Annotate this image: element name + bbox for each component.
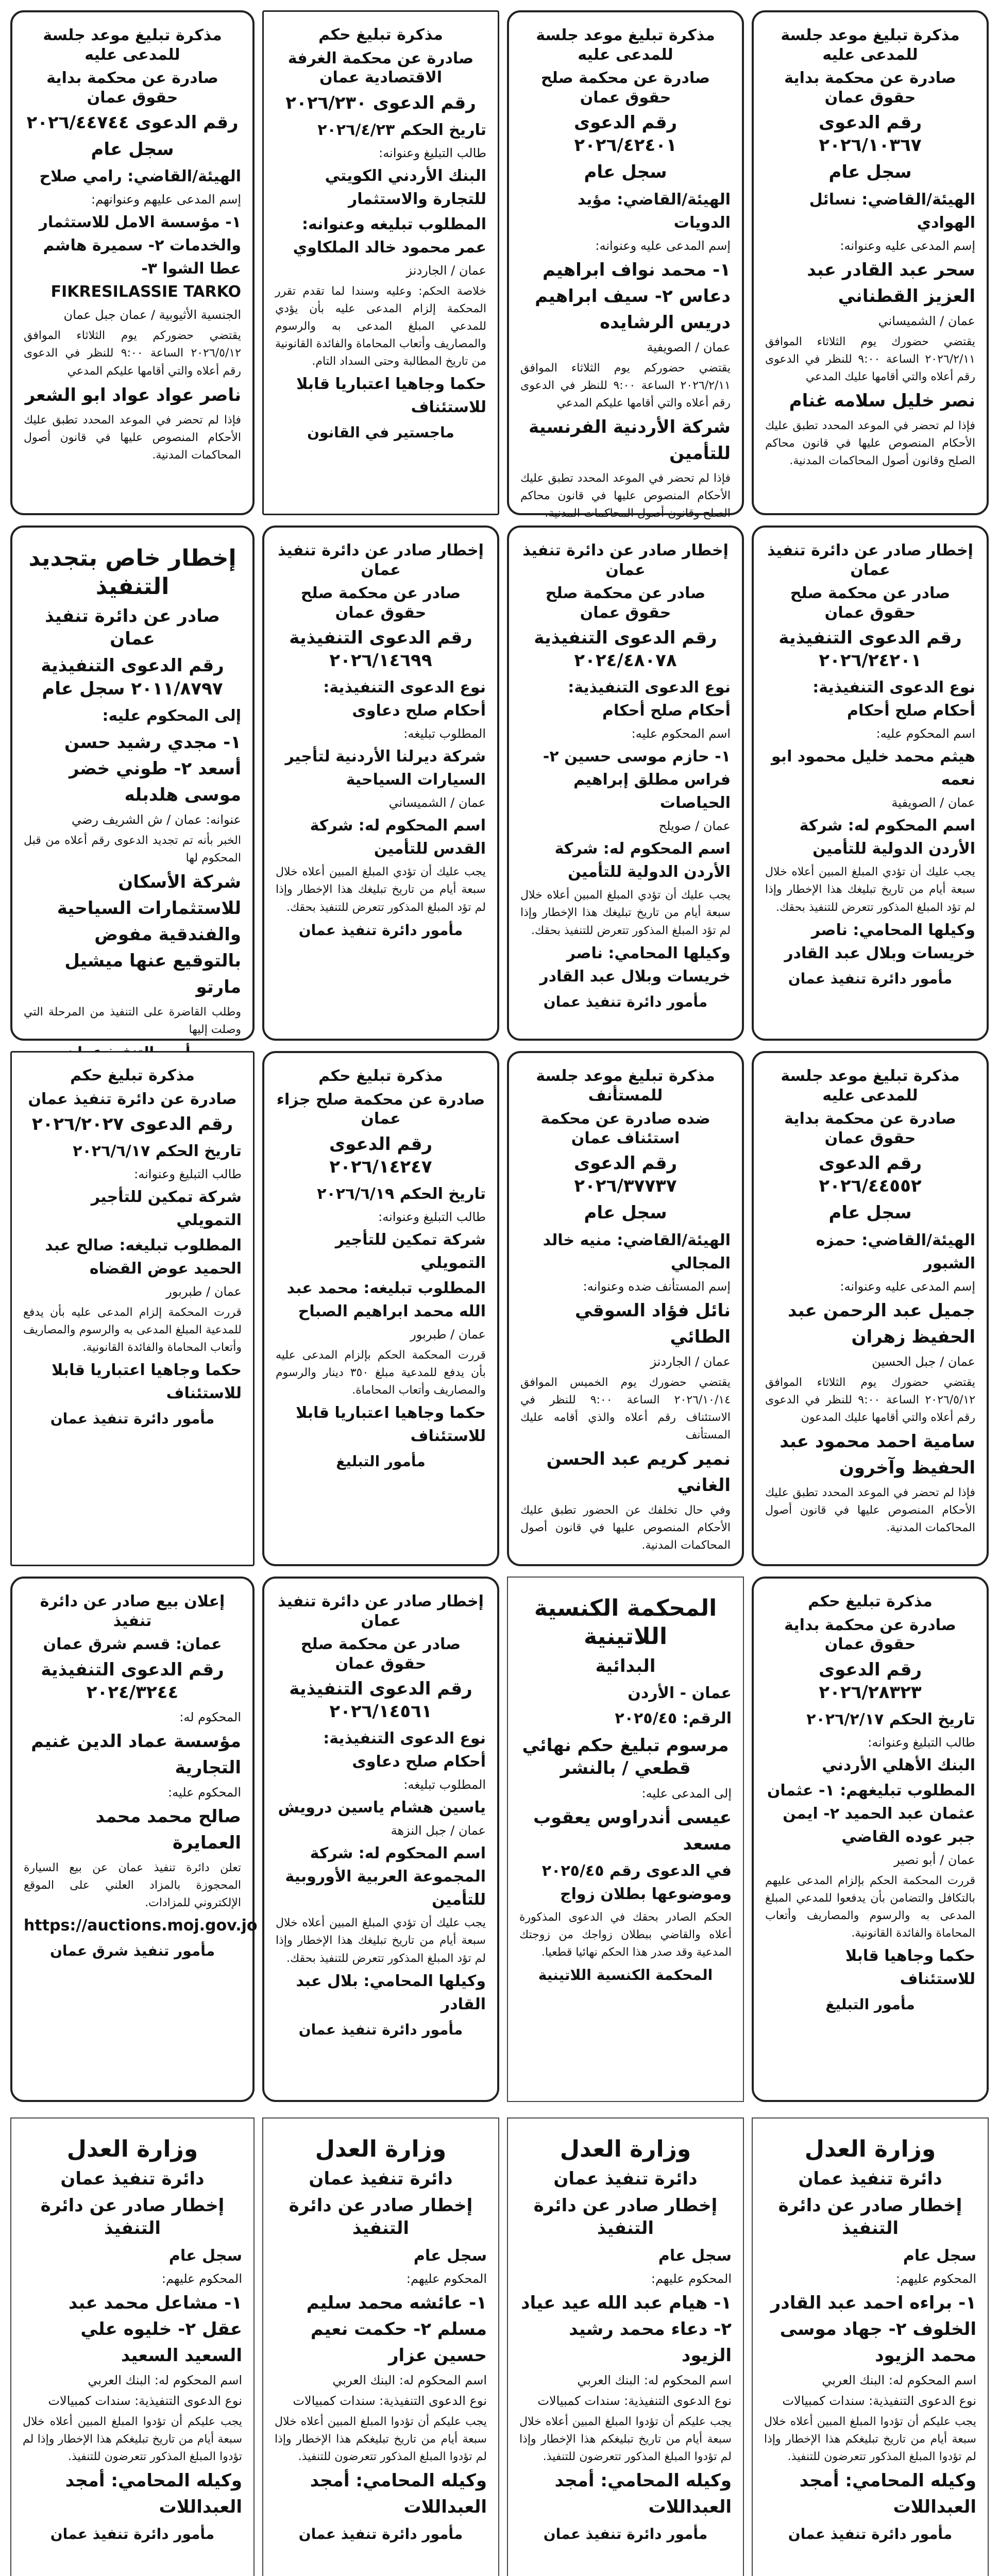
notice-address: اسم المحكوم له: شركة الأردن الدولية للتأمين [554, 840, 731, 882]
notice-party: اسم المحكوم له: البنك العربي [88, 2372, 242, 2387]
notice-party: المطلوب تبليغه: صالح عبد الحميد عوض القضاه [45, 1236, 242, 1278]
notice-panel: المحكوم عليهم: [895, 2271, 976, 2286]
notice-footer: مأمور تنفيذ شرق عمان [49, 1942, 215, 1960]
notice-text: يجب عليك أن تؤدي المبلغ المبين أعلاه خلال سبعة أيام من تاريخ تبليغك هذا الإخطار وإذا لم تؤد المبلغ المذكور تتعرض للتنفيذ بحقك. [520, 889, 731, 937]
notice-footer: مأمور دائرة تنفيذ عمان [298, 2021, 463, 2038]
notice-address: صالح محمد محمد العمايرة [95, 1806, 241, 1853]
notice-address: عمان / الصويفية [647, 340, 731, 354]
notice-plaintiff: سامية احمد محمود عبد الحفيظ وآخرون [780, 1431, 975, 1478]
notice-footer: فإذا لم تحضر في الموعد المحدد تطبق عليك الأحكام المنصوص عليها في قانون أصول المحاكمات المدنية. [765, 1486, 975, 1535]
notice-case: إخطار صادر عن دائرة التنفيذ [533, 2195, 718, 2239]
notice-reg: تاريخ الحكم ٢٠٢٦/٦/١٩ [317, 1184, 486, 1203]
notice-address: عمان / الجاردنز [650, 1354, 731, 1369]
notice-header: مذكرة تبليغ حكم [70, 1066, 195, 1084]
notice-party: عنوانه: عمان / ش الشريف رضي [71, 812, 241, 827]
notice-court: عمان: قسم شرق عمان [43, 1635, 222, 1653]
notice-reg: نوع الدعوى التنفيذية: أحكام صلح أحكام [568, 679, 731, 720]
notice-reg: سجل عام [903, 2246, 976, 2265]
notice-text: قررت المحكمة الحكم بإلزام المدعى عليه بأن يدفع للمدعية مبلغ ٣٥٠ دينار والرسوم والمصاريف وأتعاب المحاماة. [276, 1348, 486, 1397]
notice-address: عمان / جبل الحسين [872, 1354, 975, 1369]
notice-11 [507, 1051, 744, 1566]
notice-plaintiff: وكيله المحامي: أمجد العبداللات [799, 2470, 976, 2517]
notice-case: رقم الدعوى التنفيذية ٢٠٢٤/٤٨٠٧٨ [534, 628, 717, 671]
notice-case: رقم الدعوى ٢٠٢٦/٢٨٣٢٣ [818, 1659, 922, 1703]
notice-header: مذكرة تبليغ حكم [318, 1067, 443, 1085]
notice-footer: مأمور التبليغ [336, 1453, 426, 1470]
notice-party-label: شركة تمكين للتأجير التمويلي [91, 1188, 242, 1230]
notice-address: اسم المحكوم له: شركة القدس للتأمين [310, 817, 486, 858]
notice-header: مذكرة تبليغ حكم [808, 1592, 933, 1611]
notice-8 [10, 526, 255, 1041]
notice-address: في الدعوى رقم ٢٠٢٥/٤٥ وموضوعها بطلان زواج [541, 1861, 732, 1903]
notice-party-label: إسم المستأنف ضده وعنوانه: [583, 1279, 731, 1294]
notice-text: تعلن دائرة تنفيذ عمان عن بيع السيارة المحجوزة بالمزاد العلني على الموقع الإلكتروني للمزادات. [24, 1861, 241, 1910]
notice-case: رقم الدعوى ٢٠٢٦/٢٠٢٧ [31, 1114, 233, 1134]
notice-header: وزارة العدل [804, 2136, 936, 2162]
notice-party-label: مؤسسة عماد الدين غنيم التجارية [31, 1731, 241, 1778]
notice-court: دائرة تنفيذ عمان [60, 2168, 205, 2189]
notice-case: عمان - الأردن [628, 1684, 732, 1703]
notice-court: صادرة عن محكمة بداية حقوق عمان [784, 69, 956, 107]
notice-footer: مأمور التبليغ [825, 1996, 915, 2013]
notice-header: إخطار صادر عن دائرة تنفيذ عمان [278, 541, 484, 579]
notice-15 [262, 1577, 499, 2102]
notice-footer: مأمور دائرة تنفيذ عمان [50, 1410, 215, 1428]
notice-party: المطلوب تبليغهم: ١- عثمان عثمان عبد الحميد ٢- ايمن جبر عوده القاضي [767, 1781, 975, 1846]
notice-address: اسم المحكوم له: شركة المجموعة العربية الأوروبية للتأمين [285, 1844, 486, 1909]
notice-footer: مأمور دائرة تنفيذ عمان [543, 2525, 708, 2543]
notice-footer: مأمور دائرة تنفيذ عمان [788, 970, 953, 987]
notice-header: وزارة العدل [560, 2136, 691, 2162]
notice-text: يجب عليكم أن تؤدوا المبلغ المبين أعلاه خلال سبعة أيام من تاريخ تبليغكم هذا الإخطار وإذا لم تؤدوا المبلغ المذكور تتعرضون للتنفيذ. [519, 2415, 732, 2463]
notice-court: صادرة عن محكمة صلح حقوق عمان [540, 69, 710, 107]
notice-case: إخطار صادر عن دائرة التنفيذ [40, 2195, 225, 2239]
notice-header: مذكرة تبليغ حكم [318, 26, 443, 44]
notice-address: الخبر بأنه تم تجديد الدعوى رقم أعلاه من قبل المحكوم لها [24, 834, 241, 865]
notice-footer: فإذا لم تحضر في الموعد المحدد تطبق عليك الأحكام المنصوص عليها في قانون محاكم الصلح وقانون أصول المحاكمات المدنية. [520, 471, 731, 520]
notice-plaintiff: شركة الأردنية الفرنسية للتأمين [529, 416, 731, 464]
notice-panel: المحكوم عليهم: [651, 2271, 732, 2286]
notice-address: عمان / أبو نصير [894, 1852, 975, 1867]
notice-footer: وفي حال تخلفك عن الحضور تطبق عليك الأحكام المنصوص عليها في قانون أصول المحاكمات المدنية. [520, 1503, 731, 1552]
notice-header: مذكرة تبليغ موعد جلسة للمدعى عليه [43, 26, 222, 64]
notice-6 [507, 526, 744, 1041]
notice-address: الجنسية الأثيوبية / عمان جبل عمان [63, 308, 241, 323]
notice-court: صادر عن محكمة صلح حقوق عمان [790, 584, 951, 622]
notice-party: عمان / جبل النزهة [391, 1823, 486, 1838]
notice-footer: مأمور دائرة تنفيذ عمان [50, 2525, 215, 2543]
notice-plaintiff: حكما وجاهيا اعتباريا قابلا للاستئناف [52, 1361, 242, 1403]
notice-court: دائرة تنفيذ عمان [798, 2168, 942, 2189]
notice-text: يجب عليكم أن تؤدوا المبلغ المبين أعلاه خلال سبعة أيام من تاريخ تبليغكم هذا الإخطار وإذا لم تؤدوا المبلغ المذكور تتعرضون للتنفيذ. [275, 2415, 487, 2463]
notice-footer: فإذا لم تحضر في الموعد المحدد تطبق عليك الأحكام المنصوص عليها في قانون محاكم الصلح وقانون أصول المحاكمات المدنية. [765, 419, 975, 468]
notice-court: صادرة عن محكمة بداية حقوق عمان [784, 1110, 956, 1147]
notice-reg: سجل عام [91, 139, 174, 160]
notice-address: عمان / الجاردنز [406, 263, 486, 278]
notice-party-label: هيثم محمد خليل محمود ابو نعمه [771, 748, 975, 789]
notice-plaintiff: نمير كريم عبد الحسن الغاني [546, 1448, 731, 1496]
notice-panel: طالب التبليغ وعنوانه: [379, 145, 486, 160]
notice-court: صادرة عن دائرة تنفيذ عمان [28, 1090, 237, 1108]
notice-party: عمان / الصويفية [891, 795, 975, 810]
notice-party-label: ياسين هشام ياسين درويش [278, 1799, 486, 1817]
notice-party-label: إسم المدعى عليه وعنوانه: [840, 1279, 975, 1294]
notice-case: رقم الدعوى التنفيذية ٢٠٢٦/١٤٦٩٩ [289, 628, 472, 671]
notice-address: نوع الدعوى التنفيذية: سندات كمبيالات [48, 2393, 242, 2408]
notice-footer: فإذا لم تحضر في الموعد المحدد تطبق عليك الأحكام المنصوص عليها في قانون أصول المحاكمات المدنية. [24, 413, 241, 462]
notice-panel: اسم المحكوم عليه: [631, 726, 731, 741]
notice-footer: مأمور دائرة تنفيذ عمان [298, 2525, 463, 2543]
notice-4 [10, 10, 255, 515]
notice-text: يجب عليك أن تؤدي المبلغ المبين أعلاه خلال سبعة أيام من تاريخ تبليغك هذا الإخطار وإذا لم تؤد المبلغ المذكور تتعرض للتنفيذ بحقك. [276, 866, 486, 914]
notice-court: صادرة عن محكمة بداية حقوق عمان [784, 1616, 956, 1653]
notice-header: مذكرة تبليغ موعد جلسة للمدعى عليه [536, 26, 715, 64]
notice-plaintiff: وكيله المحامي: أمجد العبداللات [310, 2470, 487, 2517]
notice-case: إخطار صادر عن دائرة التنفيذ [778, 2195, 962, 2239]
notice-5 [752, 526, 989, 1041]
notice-panel: المحكوم عليهم: [161, 2271, 242, 2286]
notice-footer: المحكمة الكنسية اللاتينية [538, 1966, 713, 1984]
notice-header: مذكرة تبليغ موعد جلسة للمستأنف [536, 1067, 715, 1105]
notice-text: يقتضي حضورك يوم الثلاثاء الموافق ٢٠٢٦/٢/١١ الساعة ٩:٠٠ للنظر في الدعوى رقم أعلاه والتي أقامها عليك المدعي [765, 335, 975, 383]
notice-reg: سجل عام [658, 2246, 732, 2265]
notice-text: يجب عليكم أن تؤدوا المبلغ المبين أعلاه خلال سبعة أيام من تاريخ تبليغكم هذا الإخطار وإذا لم تؤدوا المبلغ المذكور تتعرضون للتنفيذ. [23, 2415, 242, 2463]
notice-party-label: شركة ديرلنا الأردنية لتأجير السيارات السياحية [285, 748, 486, 789]
notice-party: المحكوم عليه: [168, 1785, 241, 1800]
notice-plaintiff: حكما وجاهيا قابلا للاستئناف [845, 1947, 975, 1989]
notice-reg: نوع الدعوى التنفيذية: أحكام صلح دعاوى [323, 679, 486, 720]
notice-panel: الهيئة/القاضي: نسائل الهوادي [809, 190, 975, 232]
notice-address: نوع الدعوى التنفيذية: سندات كمبيالات [537, 2393, 732, 2408]
notice-case: رقم الدعوى التنفيذية ٢٠٢٦/١٤٥٦١ [289, 1679, 472, 1722]
notice-text: شركة الأسكان للاستثمارات السياحية والفندقية مفوض بالتوقيع عنها ميشيل مارتو [57, 871, 241, 997]
notice-panel: مرسوم تبليغ حكم نهائي قطعي / بالنشر [522, 1735, 729, 1779]
notice-plaintiff: حكما وجاهيا اعتباريا قابلا للاستئناف [296, 1404, 486, 1446]
notice-panel: المحكوم عليهم: [406, 2271, 487, 2286]
notice-text: يجب عليكم أن تؤدوا المبلغ المبين أعلاه خلال سبعة أيام من تاريخ تبليغكم هذا الإخطار وإذا لم تؤدوا المبلغ المذكور تتعرضون للتنفيذ. [764, 2415, 976, 2463]
notice-9 [10, 1051, 255, 1566]
notice-header: إخطار خاص بتجديد التنفيذ [28, 545, 236, 600]
notice-19 [262, 2117, 499, 2576]
notice-case: رقم الدعوى ٢٠٢٦/٤٢٤٠١ [573, 112, 678, 156]
notice-footer: مأمور دائرة تنفيذ عمان [298, 921, 463, 939]
notice-reg: تاريخ الحكم ٢٠٢٦/٢/١٧ [806, 1710, 975, 1728]
notice-party: عمان / صويلح [658, 819, 731, 834]
notice-header: مذكرة تبليغ موعد جلسة للمدعى عليه [781, 26, 960, 64]
notice-panel: طالب التبليغ وعنوانه: [378, 1209, 486, 1224]
notice-17 [752, 2117, 989, 2576]
notice-plaintiff: وطلب القاضرة على التنفيذ من المرحلة التي وصلت إليها [24, 1005, 241, 1037]
notice-footer: مأمور دائرة تنفيذ عمان [788, 2525, 953, 2543]
notice-party: نائل فؤاد السوقي الطائي [575, 1300, 731, 1347]
notice-court: ضده صادرة عن محكمة استئناف عمان [540, 1110, 710, 1147]
notice-plaintiff: وكيلها المحامي: بلال عبد القادر [296, 1972, 486, 2013]
notice-header: مذكرة تبليغ موعد جلسة للمدعى عليه [781, 1067, 960, 1105]
notice-header: إخطار صادر عن دائرة تنفيذ عمان [767, 541, 973, 579]
notice-plaintiff: حكما وجاهيا اعتباريا قابلا للاستئناف [296, 375, 486, 417]
notice-header: إخطار صادر عن دائرة تنفيذ عمان [278, 1592, 484, 1630]
notice-plaintiff: وكيله المحامي: أمجد العبداللات [65, 2470, 242, 2517]
notice-case: رقم الدعوى التنفيذية ٢٠٢٤/٣٢٤٤ [41, 1659, 224, 1703]
notice-panel: المطلوب تبليغه: [403, 1777, 486, 1792]
notice-14 [507, 1577, 744, 2102]
notice-panel: المطلوب تبليغه: [403, 726, 486, 741]
notice-party: عمان / الشميساني [388, 795, 486, 810]
notice-party-label: إسم المدعى عليه وعنوانه: [840, 238, 975, 253]
notice-party-label: البنك الأردني الكويتي للتجارة والاستثمار [325, 166, 486, 208]
notice-18 [507, 2117, 744, 2576]
notice-party-label: ١- مجدي رشيد حسن أسعد ٢- طوني خضر موسى هلدبله [64, 732, 241, 805]
notice-plaintiff: ناصر عواد عواد ابو الشعر [25, 384, 241, 405]
notice-footer: مأمور دائرة تنفيذ عمان [543, 993, 708, 1010]
notice-panel: الهيئة/القاضي: منيه خالد المجالي [543, 1231, 731, 1273]
notice-plaintiff: وكيلها المحامي: ناصر خريسات وبلال عبد القادر [784, 921, 975, 962]
notice-panel: الهيئة/القاضي: مؤيد الدويات [577, 190, 731, 232]
notice-case: رقم الدعوى ٢٠٢٦/٣٧٧٣٧ [573, 1153, 678, 1197]
notice-panel: الهيئة/القاضي: حمزه الشبور [816, 1231, 975, 1273]
notice-panel: اسم المحكوم عليه: [876, 726, 975, 741]
notice-case: رقم الدعوى التنفيذية ٢٠٢٦/٢٤٢٠١ [778, 628, 962, 671]
notice-reg: سجل عام [584, 162, 667, 183]
notice-reg: تاريخ الحكم ٢٠٢٦/٤/٢٣ [317, 121, 486, 139]
notice-party: ١- محمد نواف ابراهيم دعاس ٢- سيف ابراهيم دريس الرشايده [535, 259, 731, 333]
notice-court: صادر عن محكمة صلح حقوق عمان [545, 584, 706, 622]
notice-case: رقم الدعوى ٢٠٢٦/٤٤٧٤٤ [26, 112, 239, 133]
notice-party-label: ١- مشاعل محمد عبد عقل ٢- خليوه علي السعيد السعيد [68, 2292, 242, 2366]
notice-court: صادر عن دائرة تنفيذ عمان [45, 606, 220, 650]
notice-text: الحكم الصادر بحقك في الدعوى المذكورة أعلاه والقاضي ببطلان زواجك من زوجتك المدعية وقد صدر هذا الحكم نهائيا قطعيا. [519, 1910, 732, 1959]
notice-text: خلاصة الحكم: وعليه وسندا لما تقدم تقرر المحكمة إلزام المدعى عليه بأن يؤدي للمدعي المبلغ المدعى به والرسوم والمصاريف وأتعاب المحاماة والفائدة القانونية من تاريخ المطالبة وحتى السداد التام. [275, 284, 486, 368]
notice-1 [752, 10, 989, 515]
notice-panel: إلى المحكوم عليه: [102, 706, 241, 725]
notice-address: عمان / طبربور [166, 1284, 242, 1299]
notice-plaintiff: وكيله المحامي: أمجد العبداللات [554, 2470, 732, 2517]
notice-footer: ماجستير في القانون [307, 424, 454, 442]
notice-header: وزارة العدل [66, 2136, 198, 2162]
notice-20 [10, 2117, 255, 2576]
notice-court: صادرة عن محكمة صلح جزاء عمان [276, 1090, 485, 1128]
notice-address: اسم المحكوم له: شركة الأردن الدولية للتأمين [799, 817, 975, 858]
notice-reg: سجل عام [413, 2246, 487, 2265]
notice-reg: سجل عام [168, 2246, 242, 2265]
notice-13 [752, 1577, 989, 2102]
notice-court: صادرة عن محكمة بداية حقوق عمان [46, 69, 218, 107]
notice-10 [262, 1051, 499, 1566]
notice-party-label: ١- حازم موسى حسين ٢- فراس مطلق إبراهيم الحياصات [543, 748, 731, 812]
notice-12 [752, 1051, 989, 1566]
notice-reg: سجل عام [828, 1202, 912, 1224]
notice-case: رقم الدعوى ٢٠٢٦/١٤٢٤٧ [329, 1133, 433, 1177]
notice-party: سحر عبد القادر عبد العزيز القطناني [807, 259, 975, 307]
notice-address: عمان / طبربور [410, 1327, 486, 1342]
notice-court: البدائية [595, 1656, 656, 1676]
notice-reg: نوع الدعوى التنفيذية: أحكام صلح أحكام [812, 679, 975, 720]
notice-party: المطلوب تبليغه وعنوانه: عمر محمود خالد الملكاوي [293, 215, 486, 257]
notice-party-label: البنك الأهلي الأردني [822, 1756, 975, 1774]
notice-address: عمان / الشميساني [878, 313, 975, 328]
notice-header: إخطار صادر عن دائرة تنفيذ عمان [522, 541, 729, 579]
notice-panel: طالب التبليغ وعنوانه: [868, 1735, 975, 1750]
notice-7 [262, 526, 499, 1041]
notice-panel: الهيئة/القاضي: رامي صلاح [39, 167, 241, 186]
notice-case: رقم الدعوى ٢٠٢٦/٢٣٠ [285, 92, 476, 113]
notice-text: يجب عليك أن تؤدي المبلغ المبين أعلاه خلال سبعة أيام من تاريخ تبليغك هذا الإخطار وإذا لم تؤد المبلغ المذكور تتعرض للتنفيذ بحقك. [765, 866, 975, 914]
notice-party-label: ١- هيام عبد الله عيد عياد ٢- دعاء محمد رشيد الزيود [521, 2292, 732, 2366]
notice-text: يقتضي حضوركم يوم الثلاثاء الموافق ٢٠٢٦/٥/١٢ الساعة ٩:٠٠ للنظر في الدعوى رقم أعلاه والتي أقامها عليكم المدعي [24, 329, 241, 378]
notice-reg: نوع الدعوى التنفيذية: أحكام صلح دعاوى [323, 1730, 486, 1771]
notice-party-label: إسم المدعى عليه وعنوانه: [595, 238, 731, 253]
notice-reg: تاريخ الحكم ٢٠٢٦/٦/١٧ [73, 1142, 242, 1161]
notice-court: صادرة عن محكمة الغرفة الاقتصادية عمان [287, 49, 474, 87]
notice-header: إعلان بيع صادر عن دائرة تنفيذ [40, 1592, 225, 1630]
notice-reg: الرقم: ٢٠٢٥/٤٥ [615, 1709, 732, 1728]
notice-text: قررت المحكمة إلزام المدعى عليه بأن يدفع للمدعية المبلغ المدعى به والرسوم والمصاريف وأتعاب المحاماة والفائدة القانونية. [23, 1306, 242, 1354]
notice-panel: المحكوم له: [179, 1709, 241, 1724]
notice-court: دائرة تنفيذ عمان [553, 2168, 698, 2189]
notice-address: نوع الدعوى التنفيذية: سندات كمبيالات [782, 2393, 976, 2408]
notice-party: اسم المحكوم له: البنك العربي [332, 2372, 487, 2387]
notice-case: رقم الدعوى التنفيذية ٢٠١١/٨٧٩٧ سجل عام [41, 655, 224, 699]
notices-page [10, 10, 989, 2576]
notice-text: قررت المحكمة الحكم بإلزام المدعى عليهم بالتكافل والتضامن بأن يدفعوا للمدعي المبلغ المدعى به والرسوم والمصاريف وأتعاب المحاماة والفائدة القانونية. [765, 1874, 975, 1940]
notice-party-label: إسم المدعى عليهم وعنوانهم: [91, 192, 241, 207]
notice-party-label: إلى المدعى عليه: [641, 1786, 732, 1801]
notice-party: عيسى أندراوس يعقوب مسعد [533, 1807, 732, 1854]
notice-3 [262, 10, 499, 515]
notice-header: المحكمة الكنسية اللاتينية [534, 1595, 717, 1650]
notice-text: يقتضي حضوركم يوم الثلاثاء الموافق ٢٠٢٦/٢/١١ الساعة ٩:٠٠ للنظر في الدعوى رقم أعلاه والتي أقامها عليكم المدعي [520, 361, 731, 410]
notice-case: إخطار صادر عن دائرة التنفيذ [289, 2195, 473, 2239]
notice-party-label: ١- عائشه محمد سليم مسلم ٢- حكمت نعيم حسين عزار [306, 2292, 487, 2366]
notice-party-label: شركة تمكين للتأجير التمويلي [335, 1230, 486, 1272]
notice-text: يقتضي حضورك يوم الخميس الموافق ٢٠٢٦/١٠/١٤ الساعة ٩:٠٠ للنظر في الاستئناف رقم أعلاه والذي أقامه عليك المستأنف [520, 1376, 731, 1442]
notice-court: صادر عن محكمة صلح حقوق عمان [300, 584, 461, 622]
notice-party: جميل عبد الرحمن عبد الحفيظ زهران [788, 1300, 975, 1347]
notice-party: ١- مؤسسة الامل للاستثمار والخدمات ٢- سميرة هاشم عطا الشوا ٣- FIKRESILASSIE TARKO [39, 213, 241, 301]
notice-party-label: ١- براءه احمد عبد القادر الخلوف ٢- جهاد موسى محمد الزيود [770, 2292, 976, 2366]
notice-address: نوع الدعوى التنفيذية: سندات كمبيالات [293, 2393, 487, 2408]
notice-plaintiff: وكيلها المحامي: ناصر خريسات وبلال عبد القادر [539, 944, 731, 986]
notice-panel: طالب التبليغ وعنوانه: [134, 1167, 242, 1182]
auction-link[interactable]: https://auctions.moj.gov.jo [24, 1917, 258, 1935]
notice-court: صادر عن محكمة صلح حقوق عمان [300, 1635, 461, 1673]
notice-case: رقم الدعوى ٢٠٢٦/١٠٣٦٧ [818, 112, 922, 156]
notice-party: اسم المحكوم له: البنك العربي [822, 2372, 976, 2387]
notice-text: يجب عليك أن تؤدي المبلغ المبين أعلاه خلال سبعة أيام من تاريخ تبليغك هذا الإخطار وإذا لم تؤد المبلغ المذكور تتعرض للتنفيذ بحقك. [276, 1917, 486, 1965]
notice-2 [507, 10, 744, 520]
notice-court: دائرة تنفيذ عمان [309, 2168, 453, 2189]
notice-plaintiff: نصر خليل سلامه غنام [789, 390, 975, 411]
notice-party: المطلوب تبليغه: محمد عبد الله محمد ابراهيم الصباح [286, 1279, 486, 1320]
notice-header: وزارة العدل [315, 2136, 447, 2162]
notice-16 [10, 1577, 258, 2102]
notice-reg: سجل عام [584, 1202, 667, 1224]
notice-case: رقم الدعوى ٢٠٢٦/٤٤٥٥٢ [818, 1153, 922, 1197]
notice-reg: سجل عام [828, 162, 912, 183]
notice-party: اسم المحكوم له: البنك العربي [577, 2372, 732, 2387]
notice-text: يقتضي حضورك يوم الثلاثاء الموافق ٢٠٢٦/٥/١٢ الساعة ٩:٠٠ للنظر في الدعوى رقم أعلاه والتي أقامها عليك المدعون [765, 1376, 975, 1424]
